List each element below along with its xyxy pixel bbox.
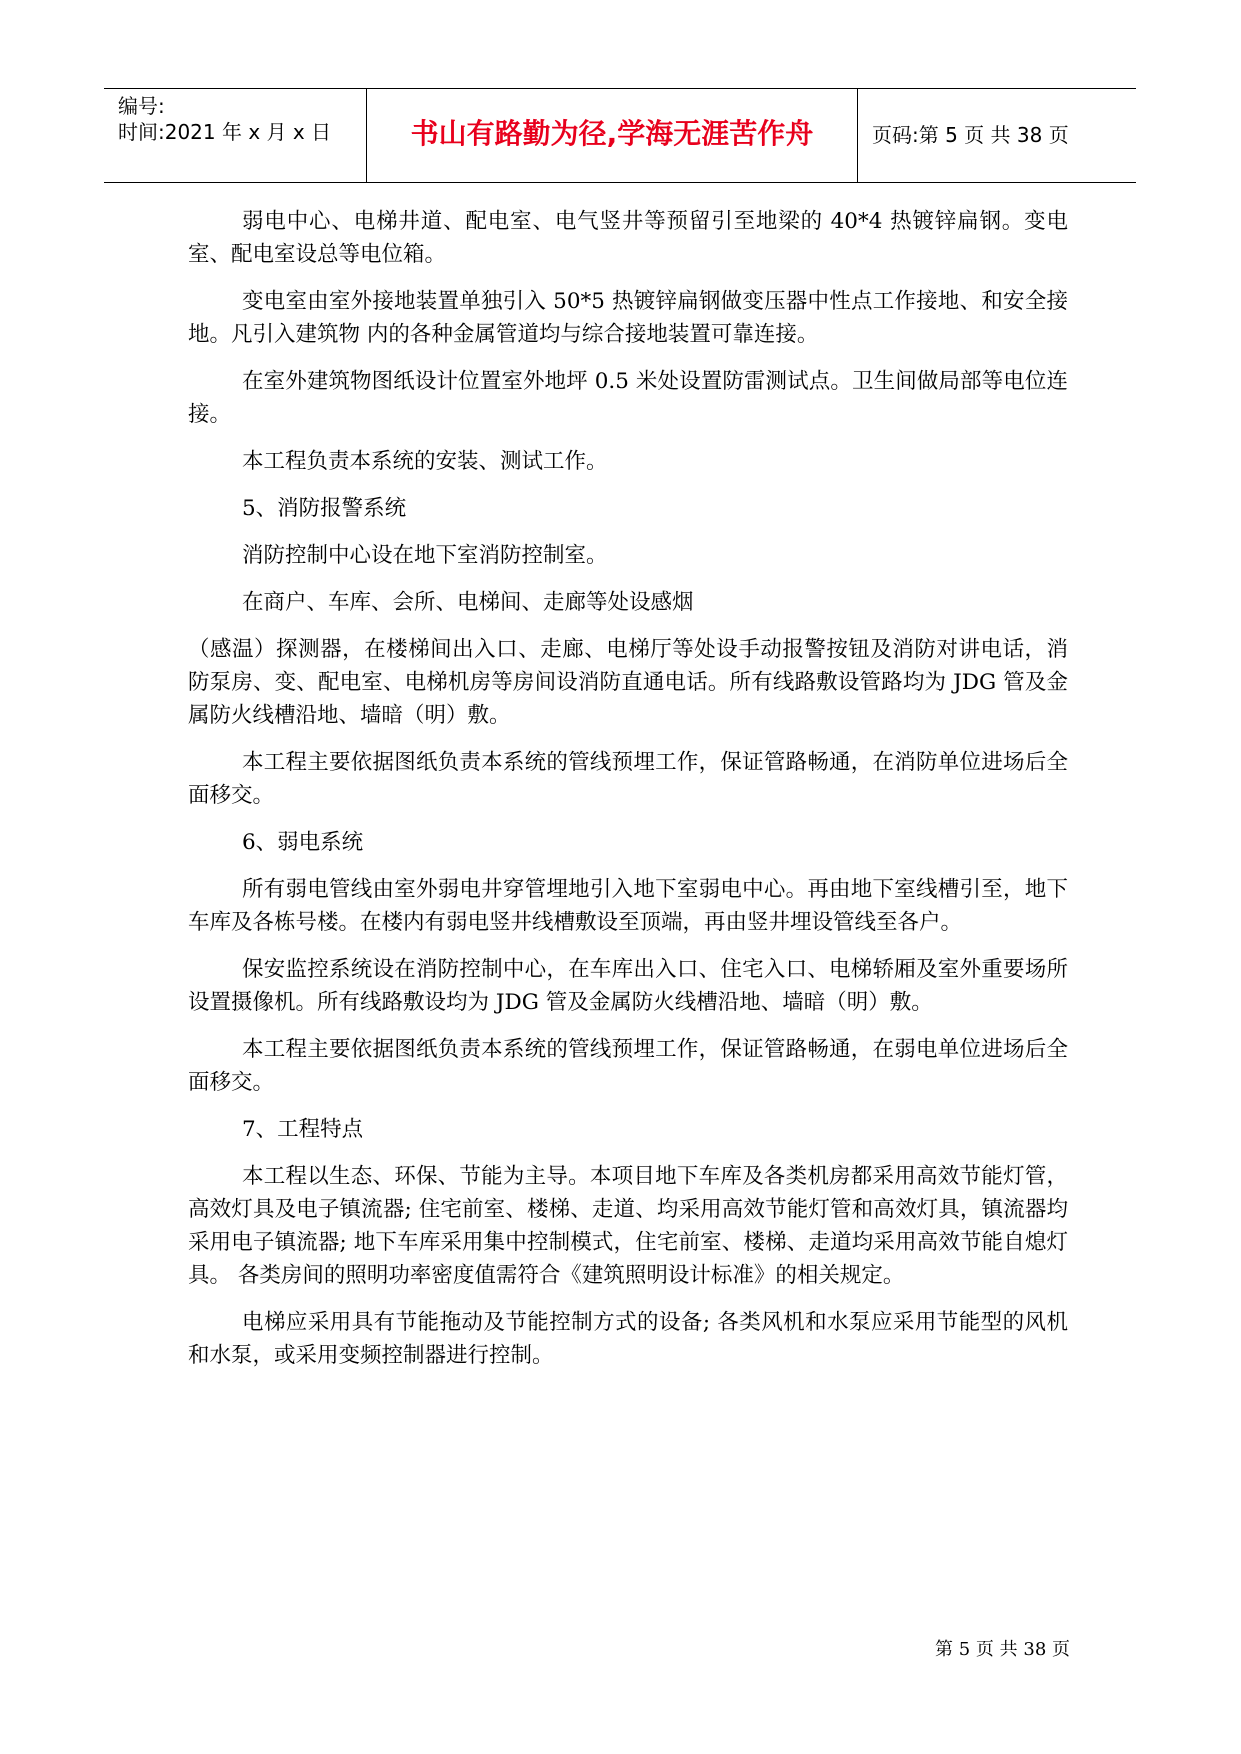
body-paragraph: 电梯应采用具有节能拖动及节能控制方式的设备; 各类风机和水泵应采用节能型的风机和水泵，或采用变频控制器进行控制。 bbox=[188, 1310, 1068, 1368]
body-paragraph: 本工程负责本系统的安装、测试工作。 bbox=[242, 449, 608, 474]
body-paragraph: 本工程主要依据图纸负责本系统的管线预埋工作，保证管路畅通，在消防单位进场后全面移交。 bbox=[188, 750, 1068, 808]
page-footer: 第 5 页 共 38 页 bbox=[935, 1639, 1070, 1660]
header-meta-cell bbox=[104, 89, 367, 182]
header-motto: 书山有路勤为径,学海无涯苦作舟 bbox=[410, 117, 814, 150]
document-time-label: 时间:2021 年 x 月 x 日 bbox=[118, 120, 332, 144]
body-paragraph: 所有弱电管线由室外弱电井穿管埋地引入地下室弱电中心。再由地下室线槽引至，地下车库及各栋号楼。在楼内有弱电竖井线槽敷设至顶端，再由竖井埋设管线至各户。 bbox=[188, 877, 1068, 935]
header-motto-cell bbox=[367, 89, 858, 182]
body-paragraph: 在商户、车库、会所、电梯间、走廊等处设感烟 bbox=[242, 590, 694, 615]
body-paragraph: 本工程主要依据图纸负责本系统的管线预埋工作，保证管路畅通，在弱电单位进场后全面移交。 bbox=[188, 1037, 1068, 1095]
body-paragraph: 本工程以生态、环保、节能为主导。本项目地下车库及各类机房都采用高效节能灯管，高效灯具及电子镇流器; 住宅前室、楼梯、走道、均采用高效节能灯管和高效灯具，镇流器均采用电子镇流器; 地下车库采用集中控制模式，住宅前室、楼梯、走道均采用高效节能自熄灯具。 各类房间的照明功率密度值需符合《建筑照明设计标准》的相关规定。 bbox=[188, 1164, 1068, 1288]
body-paragraph: 消防控制中心设在地下室消防控制室。 bbox=[242, 543, 608, 568]
section-heading: 7、工程特点 bbox=[242, 1117, 364, 1142]
body-paragraph: 保安监控系统设在消防控制中心，在车库出入口、住宅入口、电梯轿厢及室外重要场所设置摄像机。所有线路敷设均为 JDG 管及金属防火线槽沿地、墙暗（明）敷。 bbox=[188, 957, 1068, 1015]
body-paragraph: 在室外建筑物图纸设计位置室外地坪 0.5 米处设置防雷测试点。卫生间做局部等电位连接。 bbox=[188, 369, 1068, 427]
document-id-label: 编号: bbox=[118, 94, 165, 118]
document-body bbox=[188, 205, 1068, 1386]
body-paragraph: （感温）探测器，在楼梯间出入口、走廊、电梯厅等处设手动报警按钮及消防对讲电话，消防泵房、变、配电室、电梯机房等房间设消防直通电话。所有线路敷设管路均为 JDG 管及金属防火线槽沿地、墙暗（明）敷。 bbox=[188, 637, 1068, 728]
page-header bbox=[104, 88, 1136, 183]
header-page-cell bbox=[858, 89, 1136, 182]
header-page-number: 页码:第 5 页 共 38 页 bbox=[872, 123, 1069, 147]
section-heading: 5、消防报警系统 bbox=[242, 496, 407, 521]
body-paragraph: 弱电中心、电梯井道、配电室、电气竖井等预留引至地梁的 40*4 热镀锌扁钢。变电室、配电室设总等电位箱。 bbox=[188, 209, 1068, 267]
section-heading: 6、弱电系统 bbox=[242, 830, 364, 855]
body-paragraph: 变电室由室外接地装置单独引入 50*5 热镀锌扁钢做变压器中性点工作接地、和安全接地。凡引入建筑物 内的各种金属管道均与综合接地装置可靠连接。 bbox=[188, 289, 1068, 347]
